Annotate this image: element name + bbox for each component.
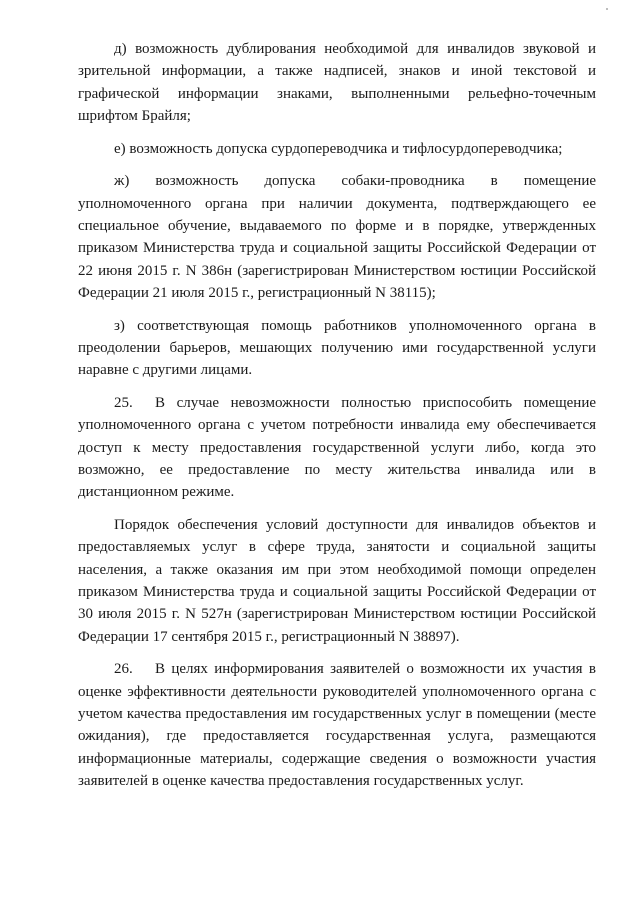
paragraph-e <box>78 138 596 160</box>
paragraph-z-text: з) соответствующая помощь работников уполномоченного органа в преодолении барьеров, мешающих получению ими государственной услуги наравне с другими лицами. <box>78 317 596 379</box>
paragraph-25 <box>78 392 596 503</box>
paragraph-order-text: Порядок обеспечения условий доступности для инвалидов объектов и предоставляемых услуг в сфере труда, занятости и социальной защиты населения, а также оказания им при этом необходимой помощи определен приказом Министерства труда и социальной защиты Российской Федерации от 30 июля 2015 г. N 527н (зарегистрирован Министерством юстиции Российской Федерации 17 сентября 2015 г., регистрационный N 38897). <box>78 517 596 645</box>
document-body <box>78 38 596 803</box>
paragraph-z <box>78 315 596 382</box>
paragraph-d <box>78 38 596 127</box>
paragraph-26-number: 26. <box>114 661 133 678</box>
paragraph-zh <box>78 170 596 304</box>
paragraph-25-text: В случае невозможности полностью приспособить помещение уполномоченного органа с учетом потребности инвалида ему обеспечивается доступ к месту предоставления государственной услуги либо, когда это возможно, ее предоставление по месту жительства инвалида или в дистанционном режиме. <box>78 395 596 501</box>
paragraph-order <box>78 514 596 648</box>
paragraph-26-text: В целях информирования заявителей о возможности их участия в оценке эффективности деятельности руководителей уполномоченного органа с учетом качества предоставления им государственных услуг в помещении (месте ожидания), где предоставляется государственная услуга, размещаются информационные материалы, содержащие сведения о возможности участия заявителей в оценке качества предоставления государственных услуг. <box>78 661 596 789</box>
paragraph-26 <box>78 658 596 792</box>
paragraph-e-text: е) возможность допуска сурдопереводчика и тифлосурдопереводчика; <box>114 140 563 157</box>
paragraph-d-text: д) возможность дублирования необходимой для инвалидов звуковой и зрительной информации, а также надписей, знаков и иной текстовой и графической информации знаками, выполненными рельефно-точечным шрифтом Брайля; <box>78 41 596 124</box>
paragraph-25-number: 25. <box>114 395 133 412</box>
paragraph-zh-text: ж) возможность допуска собаки-проводника в помещение уполномоченного органа при наличии документа, подтверждающего ее специальное обучение, выдаваемого по форме и в порядке, утвержденных приказом Министерства труда и социальной защиты Российской Федерации от 22 июня 2015 г. N 386н (зарегистрирован Министерством юстиции Российской Федерации 21 июля 2015 г., регистрационный N 38115); <box>78 173 596 301</box>
scan-mark <box>606 8 608 10</box>
